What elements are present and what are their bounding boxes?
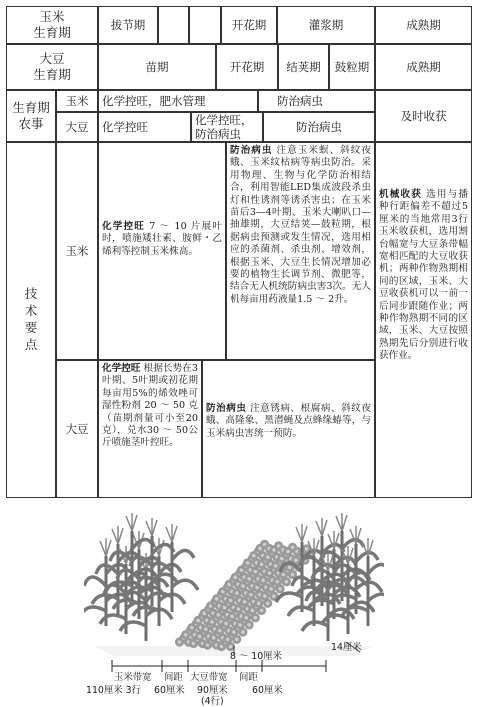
gap1-size: 60厘米 [154, 685, 185, 696]
soy-strip-size: 90厘米 [197, 685, 228, 696]
corn-stage-blank [189, 6, 221, 44]
corn-left-strip [84, 513, 198, 641]
crop-strip-illustration [84, 506, 384, 656]
corn-stage-jointing: 拔节期 [98, 6, 158, 44]
soy-control-text [98, 360, 202, 498]
harvest-text [375, 142, 472, 498]
farming-corn-label: 玉米 [56, 90, 98, 112]
corn-control-title: 化学控旺 [102, 221, 146, 232]
soy-control-body: 根据长势在3叶期、5叶期或初花期每亩用5%的烯效唑可湿性粉剂 20 ～ 50 克（苗期剂量可小至20克），兑水30 ～ 50公斤喷施茎叶控旺。 [102, 363, 199, 449]
corn-pest-text [226, 142, 375, 360]
harvest-task: 及时收获 [375, 90, 472, 142]
soy-task-control-pest: 化学控旺， 防治病虫 [191, 112, 263, 142]
soy-strip-label: 大豆带宽 [190, 672, 228, 683]
soy-stage-seedfill: 鼓粒期 [329, 44, 375, 90]
corn-stage-filling: 灌浆期 [277, 6, 375, 44]
soy-row-spacing: 8 ～ 10厘米 [230, 651, 282, 662]
harvest-body: 选用与播种行距偏差不超过5厘米的当地常用3行玉米收获机，选用割台幅宽与大豆条带幅宽相匹配的大豆收获机；两种作物熟期相同的区域，玉米、大豆收获机可以一前一后同步跟随作业；两种作物熟期不同的区域，玉米、大豆按照熟期先后分别进行收获作业。 [379, 189, 468, 362]
soy-control-title: 化学控旺 [102, 363, 141, 374]
soy-stage-seedling: 苗期 [98, 44, 216, 90]
soy-task-control: 化学控旺 [98, 112, 191, 142]
tech-corn-label: 玉米 [56, 142, 98, 360]
soy-row-count: (4行) [201, 696, 224, 707]
gap2-size: 60厘米 [252, 685, 283, 696]
tech-soy-label: 大豆 [56, 360, 98, 498]
gap1-label: 间距 [164, 672, 183, 683]
farming-label: 生育期 农事 [6, 90, 56, 142]
corn-strip-label: 玉米带宽 [114, 672, 152, 683]
corn-task-pest: 防治病虫 [258, 90, 375, 112]
corn-stage-mature: 成熟期 [375, 6, 472, 44]
planting-table [6, 6, 472, 498]
corn-stage-blank [158, 6, 189, 44]
soy-stage-podding: 结荚期 [278, 44, 329, 90]
soy-pest-body: 注意锈病、根腐病、斜纹夜蛾、高隆象、黑潜蝇及点蜂缘蝽等，与玉米病虫害统一预防。 [206, 403, 371, 439]
corn-pest-body: 注意玉米螟、斜纹夜蛾、玉米纹枯病等病虫防治。采用物理、生物与化学防治相结合，利用智能LED集成波段杀虫灯和性诱剂等诱杀害虫；在玉米苗后3—4叶期、玉米大喇叭口—抽雄期，大豆结荚—鼓粒期，根据病虫预测或发生情况，选用相应的杀菌剂、杀虫剂、增效剂，根据玉米、大豆生长情况增加必要的植物生长调节剂、微肥等，结合无人机统防病虫害3次。无人机每亩用药液量1.5 ～ 2升。 [230, 145, 371, 305]
corn-control-text [98, 142, 226, 360]
soy-stage-label: 大豆 生育期 [6, 44, 98, 90]
soy-pest-text [202, 360, 375, 498]
corn-control-body: 7 ～ 10 片展叶时，喷施矮壮素、胺鲜・乙烯利等控制玉米株高。 [102, 221, 223, 257]
corn-pest-title: 防治病虫 [230, 145, 273, 156]
soy-stage-flowering: 开花期 [216, 44, 278, 90]
harvest-title: 机械收获 [379, 189, 422, 200]
corn-plant-spacing: 14厘米 [331, 642, 362, 653]
tech-label: 技 术 要 点 [6, 142, 56, 498]
corn-stage-flowering: 开花期 [221, 6, 277, 44]
corn-strip-size: 110厘米 3行 [86, 685, 141, 696]
planting-diagram [84, 506, 384, 707]
soy-pest-title: 防治病虫 [206, 403, 247, 414]
corn-stage-label: 玉米 生育期 [6, 6, 98, 44]
farming-soy-label: 大豆 [56, 112, 98, 142]
soy-task-pest: 防治病虫 [263, 112, 375, 142]
corn-task-control: 化学控旺，肥水管理 [98, 90, 258, 112]
gap2-label: 间距 [239, 672, 258, 683]
soy-stage-mature: 成熟期 [375, 44, 472, 90]
